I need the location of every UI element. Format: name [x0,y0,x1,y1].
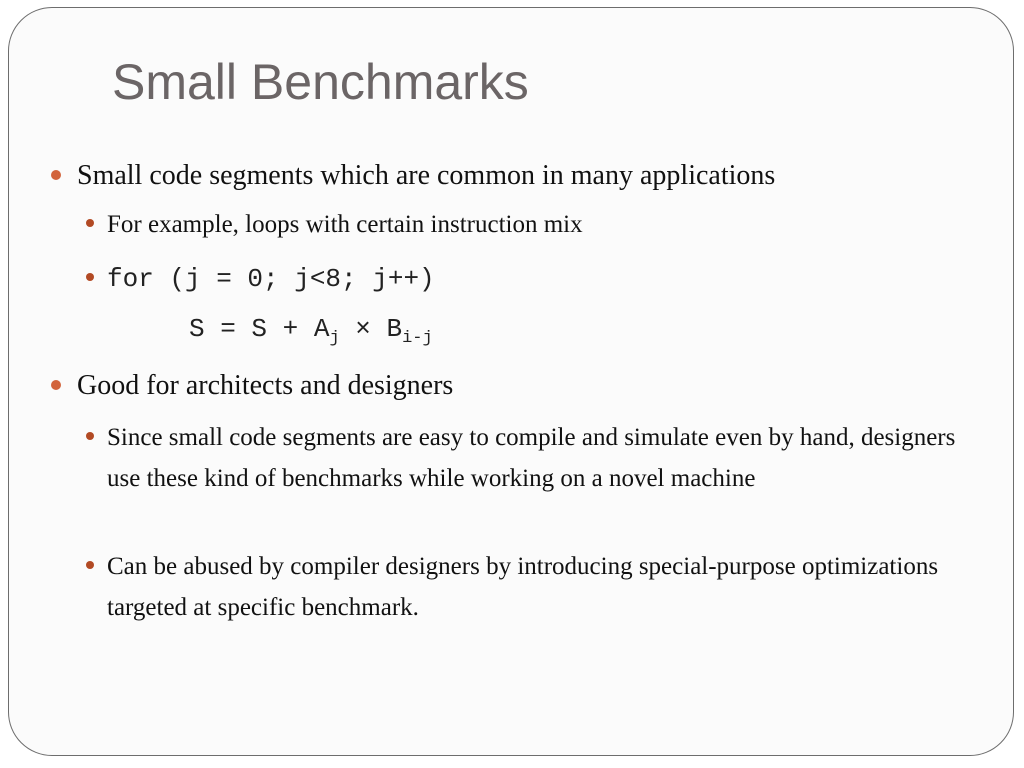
code-subscript-b: i-j [402,329,433,348]
sub-bullet-dot [86,219,94,227]
code-loop-body [189,311,433,347]
bullet-good-for-architects [77,368,453,404]
sub-bullet-example [107,204,967,245]
bullet-text: Good for architects and designers [77,370,454,401]
slide-title: Small Benchmarks [112,54,529,110]
code-for-loop: for (j = 0; j<8; j++) [107,264,435,294]
bullet-small-code-segments [77,158,775,194]
sub-bullet-dot [86,432,94,440]
sub-bullet-text: Can be abused by compiler designers by introducing special-purpose optimizations targeted at specific benchmark. [107,553,939,621]
sub-bullet-text: For example, loops with certain instruction mix [107,211,583,238]
bullet-dot [51,170,61,180]
sub-bullet-code-loop [107,258,967,300]
bullet-text: Small code segments which are common in many applications [77,160,776,191]
code-body-times: × B [339,314,403,344]
code-subscript-a: j [329,329,340,348]
code-body-prefix: S = S + A [189,314,330,344]
sub-bullet-can-be-abused [107,546,967,628]
sub-bullet-text: Since small code segments are easy to compile and simulate even by hand, designers use these kind of benchmarks while working on a novel machine [107,424,956,492]
sub-bullet-dot [86,561,94,569]
sub-bullet-dot [86,273,94,281]
bullet-dot [51,380,61,390]
sub-bullet-easy-to-compile [107,417,967,499]
